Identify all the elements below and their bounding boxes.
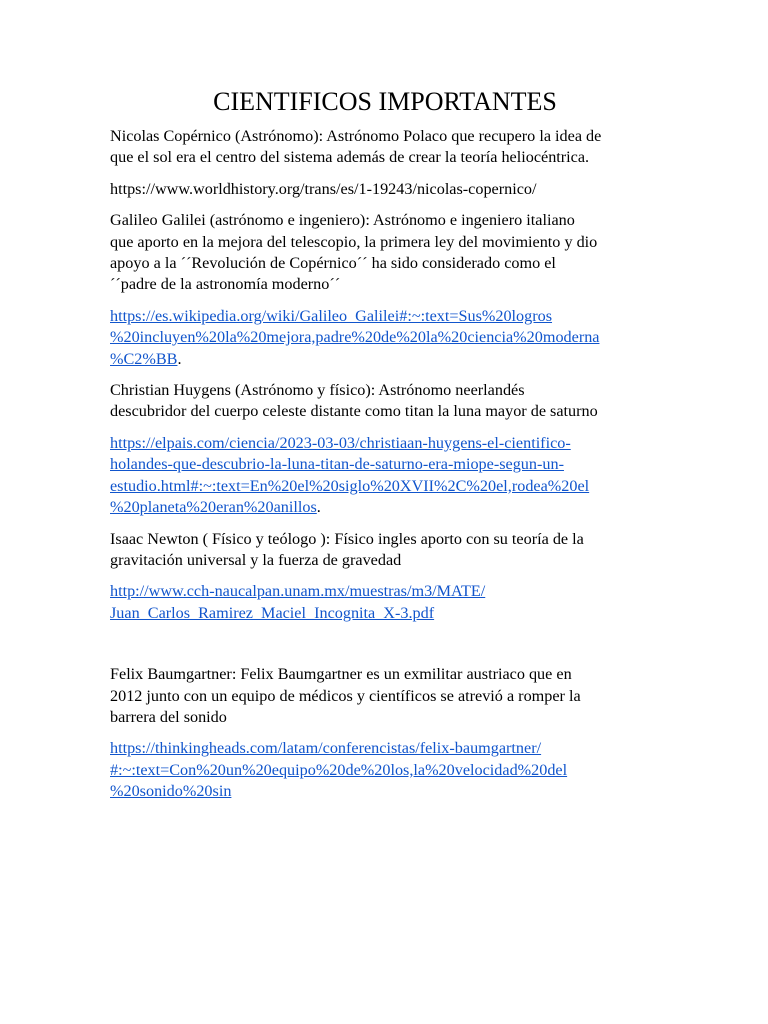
text-line: ´´padre de la astronomía moderno´´ <box>110 275 341 294</box>
source-link[interactable]: https://thinkingheads.com/latam/conferencistas/felix-baumgartner/ <box>110 739 542 758</box>
link-suffix: . <box>316 498 321 517</box>
text-line: Galileo Galilei (astrónomo e ingeniero): Astrónomo e ingeniero italiano <box>110 211 575 230</box>
entry-description <box>110 126 660 169</box>
page-title: CIENTIFICOS IMPORTANTES <box>213 87 557 116</box>
source-link[interactable]: https://elpais.com/ciencia/2023-03-03/christiaan-huygens-el-cientifico- <box>110 433 571 452</box>
entry-description <box>110 664 660 728</box>
source-link[interactable]: https://es.wikipedia.org/wiki/Galileo_Galilei#:~:text=Sus%20logros <box>110 306 553 325</box>
entry-description <box>110 529 660 572</box>
source-link[interactable]: http://www.cch-naucalpan.unam.mx/muestras/m3/MATE/ <box>110 582 486 601</box>
source-link-paragraph <box>110 433 660 519</box>
entry-huygens <box>110 380 660 518</box>
source-link-paragraph <box>110 581 660 624</box>
text-line: Nicolas Copérnico (Astrónomo): Astrónomo Polaco que recupero la idea de <box>110 127 602 145</box>
source-link[interactable]: %20incluyen%20la%20mejora,padre%20de%20la%20ciencia%20moderna <box>110 328 600 347</box>
entry-baumgartner <box>110 664 660 802</box>
entry-description <box>110 210 660 296</box>
source-url-plain <box>110 179 660 200</box>
entry-galileo <box>110 210 660 370</box>
blank-line <box>110 634 660 664</box>
source-link-paragraph <box>110 738 660 802</box>
link-suffix: . <box>177 349 182 368</box>
source-link[interactable]: %C2%BB <box>110 349 178 368</box>
source-link[interactable]: %20planeta%20eran%20anillos <box>110 498 317 517</box>
url-line: https://www.worldhistory.org/trans/es/1-19243/nicolas-copernico/ <box>110 179 537 198</box>
text-line: que aporto en la mejora del telescopio, la primera ley del movimiento y dio <box>110 232 598 251</box>
entry-copernico <box>110 126 660 200</box>
text-line: 2012 junto con un equipo de médicos y científicos se atrevió a romper la <box>110 686 581 705</box>
text-line: barrera del sonido <box>110 707 227 726</box>
text-line: Christian Huygens (Astrónomo y físico): Astrónomo neerlandés <box>110 381 525 400</box>
source-link[interactable]: estudio.html#:~:text=En%20el%20siglo%20XVII%2C%20el,rodea%20el <box>110 476 590 495</box>
entry-newton <box>110 529 660 625</box>
text-line: Isaac Newton ( Físico y teólogo ): Físico ingles aporto con su teoría de la <box>110 529 584 548</box>
document-page <box>110 86 660 813</box>
source-link-paragraph <box>110 306 660 370</box>
text-line: apoyo a la ´´Revolución de Copérnico´´ ha sido considerado como el <box>110 254 556 273</box>
text-line: Felix Baumgartner: Felix Baumgartner es un exmilitar austriaco que en <box>110 665 572 684</box>
text-line: descubridor del cuerpo celeste distante como titan la luna mayor de saturno <box>110 402 598 421</box>
source-link[interactable]: holandes-que-descubrio-la-luna-titan-de-saturno-era-miope-segun-un- <box>110 455 564 474</box>
source-link[interactable]: %20sonido%20sin <box>110 782 232 801</box>
entry-description <box>110 380 660 423</box>
source-link[interactable]: Juan_Carlos_Ramirez_Maciel_Incognita_X-3.pdf <box>110 603 435 622</box>
text-line: gravitación universal y la fuerza de gravedad <box>110 550 402 569</box>
text-line: que el sol era el centro del sistema además de crear la teoría heliocéntrica. <box>110 148 590 167</box>
source-link[interactable]: #:~:text=Con%20un%20equipo%20de%20los,la%20velocidad%20del <box>110 760 568 779</box>
